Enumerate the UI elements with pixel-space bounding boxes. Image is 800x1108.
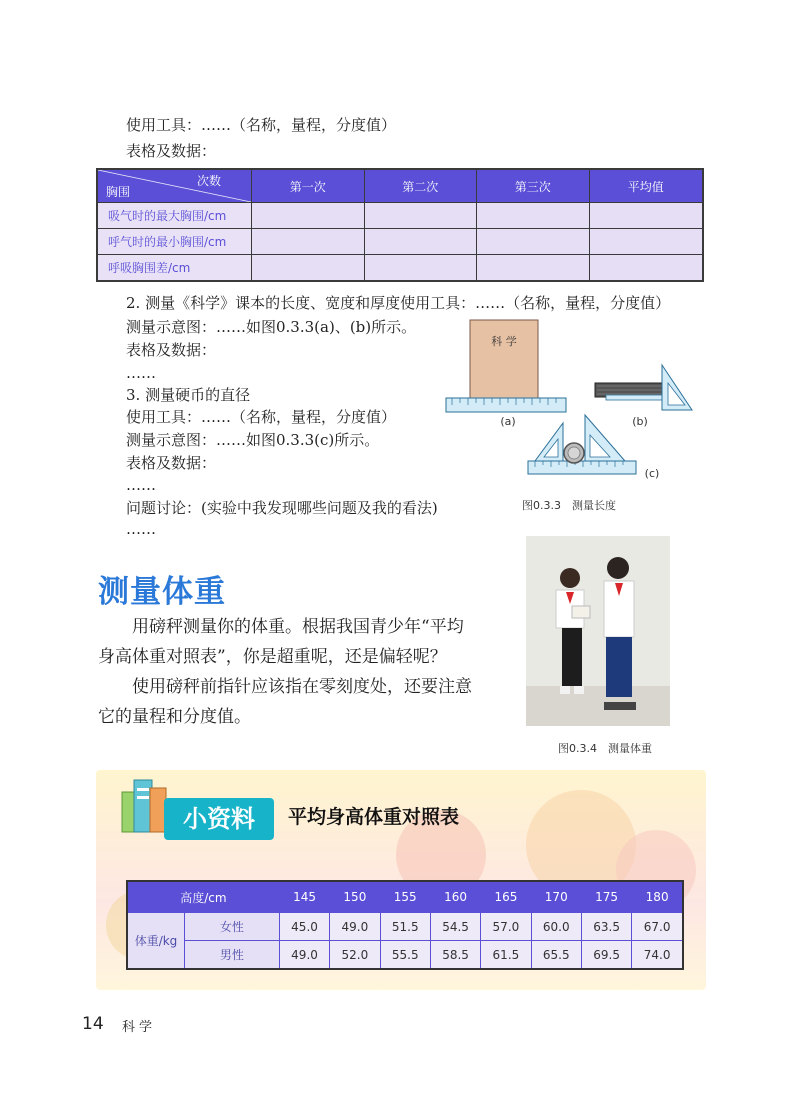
column-header: 第一次 (252, 169, 365, 203)
height-cell: 155 (380, 881, 430, 913)
female-weight-cell: 63.5 (581, 913, 631, 941)
male-weight-cell: 49.0 (279, 941, 329, 970)
female-weight-cell: 51.5 (380, 913, 430, 941)
female-weight-cell: 60.0 (531, 913, 581, 941)
table-header-row (127, 881, 683, 913)
table-cell (589, 255, 703, 282)
table-corner-cell (97, 169, 252, 203)
table-cell (364, 203, 477, 229)
male-label: 男性 (185, 941, 280, 970)
corner-top-label: 次数 (196, 174, 221, 188)
section3-line1: 3. 测量硬币的直径 (126, 386, 251, 404)
table-cell (477, 203, 590, 229)
height-cell: 180 (632, 881, 683, 913)
table-row (127, 941, 683, 970)
table-cell (477, 255, 590, 282)
height-label: 高度/cm (127, 881, 279, 913)
female-weight-cell: 49.0 (330, 913, 380, 941)
paragraph-2-line-2: 它的量程和分度值。 (98, 707, 251, 727)
info-title: 平均身高体重对照表 (288, 806, 460, 828)
figure-034-caption: 图0.3.4 测量体重 (558, 742, 652, 755)
column-header: 第二次 (364, 169, 477, 203)
female-weight-cell: 45.0 (279, 913, 329, 941)
table-row (97, 255, 703, 282)
table-cell (252, 203, 365, 229)
chest-measure-table (96, 168, 704, 282)
section2-line4: …… (126, 364, 156, 382)
table-data-line: 表格及数据： (126, 142, 217, 160)
table-cell (477, 229, 590, 255)
weight-label: 体重/kg (127, 913, 185, 970)
section3-line2: 使用工具：……（名称，量程，分度值） (126, 408, 397, 426)
info-badge: 小资料 (164, 798, 274, 840)
height-cell: 160 (430, 881, 480, 913)
label-b: (b) (632, 415, 648, 428)
male-weight-cell: 52.0 (330, 941, 380, 970)
table-cell (252, 255, 365, 282)
book-illustration (470, 320, 538, 398)
height-cell: 165 (481, 881, 531, 913)
male-weight-cell: 55.5 (380, 941, 430, 970)
height-weight-table (126, 880, 684, 970)
table-cell (364, 229, 477, 255)
male-weight-cell: 74.0 (632, 941, 683, 970)
height-cell: 175 (581, 881, 631, 913)
row-label: 呼气时的最小胸围/cm (97, 229, 252, 255)
female-weight-cell: 67.0 (632, 913, 683, 941)
height-cell: 145 (279, 881, 329, 913)
section2-line1: 2. 测量《科学》课本的长度、宽度和厚度使用工具：……（名称，量程，分度值） (126, 294, 671, 312)
label-c: (c) (644, 467, 660, 480)
row-label: 呼吸胸围差/cm (97, 255, 252, 282)
corner-bottom-label: 胸围 (106, 185, 131, 199)
section3-line7: …… (126, 520, 156, 538)
female-weight-cell: 57.0 (481, 913, 531, 941)
section3-line3: 测量示意图：……如图0.3.3(c)所示。 (126, 431, 380, 449)
paragraph-1-line-2: 身高体重对照表”，你是超重呢，还是偏轻呢？ (98, 647, 447, 667)
table-cell (252, 229, 365, 255)
paragraph-1b (98, 642, 498, 672)
ruler-c (528, 461, 636, 474)
measure-length-figure (440, 315, 710, 490)
table-cell (589, 229, 703, 255)
female-label: 女性 (185, 913, 280, 941)
section3-line6: 问题讨论：(实验中我发现哪些问题及我的看法) (126, 499, 438, 517)
table-cell (589, 203, 703, 229)
paragraph-2b (98, 702, 498, 732)
column-header: 平均值 (589, 169, 703, 203)
book-text: 科 学 (491, 335, 517, 348)
female-weight-cell: 54.5 (430, 913, 480, 941)
section-heading: 测量体重 (98, 574, 226, 610)
section2-line3: 表格及数据： (126, 341, 217, 359)
paragraph-1-line-1: 用磅秤测量你的体重。根据我国青少年“平均 (132, 617, 464, 637)
table-cell (364, 255, 477, 282)
paragraph-2 (98, 672, 498, 702)
paragraph-1 (98, 612, 498, 642)
section3-line4: 表格及数据： (126, 454, 217, 472)
column-header: 第三次 (477, 169, 590, 203)
figure-033-caption: 图0.3.3 测量长度 (522, 499, 616, 512)
tools-line: 使用工具：……（名称，量程，分度值） (126, 116, 397, 134)
table-row (127, 913, 683, 941)
height-cell: 170 (531, 881, 581, 913)
page-number: 14 (82, 1014, 104, 1034)
male-weight-cell: 69.5 (581, 941, 631, 970)
weighing-photo (526, 536, 670, 726)
male-weight-cell: 58.5 (430, 941, 480, 970)
male-weight-cell: 65.5 (531, 941, 581, 970)
row-label: 吸气时的最大胸围/cm (97, 203, 252, 229)
height-cell: 150 (330, 881, 380, 913)
section3-line5: …… (126, 476, 156, 494)
table-row (97, 229, 703, 255)
label-a: (a) (500, 415, 516, 428)
info-box (96, 770, 706, 990)
section2-line2: 测量示意图：……如图0.3.3(a)、(b)所示。 (126, 318, 417, 336)
table-row (97, 203, 703, 229)
paragraph-2-line-1: 使用磅秤前指针应该指在零刻度处，还要注意 (132, 677, 472, 697)
male-weight-cell: 61.5 (481, 941, 531, 970)
subject-label: 科学 (122, 1020, 157, 1035)
